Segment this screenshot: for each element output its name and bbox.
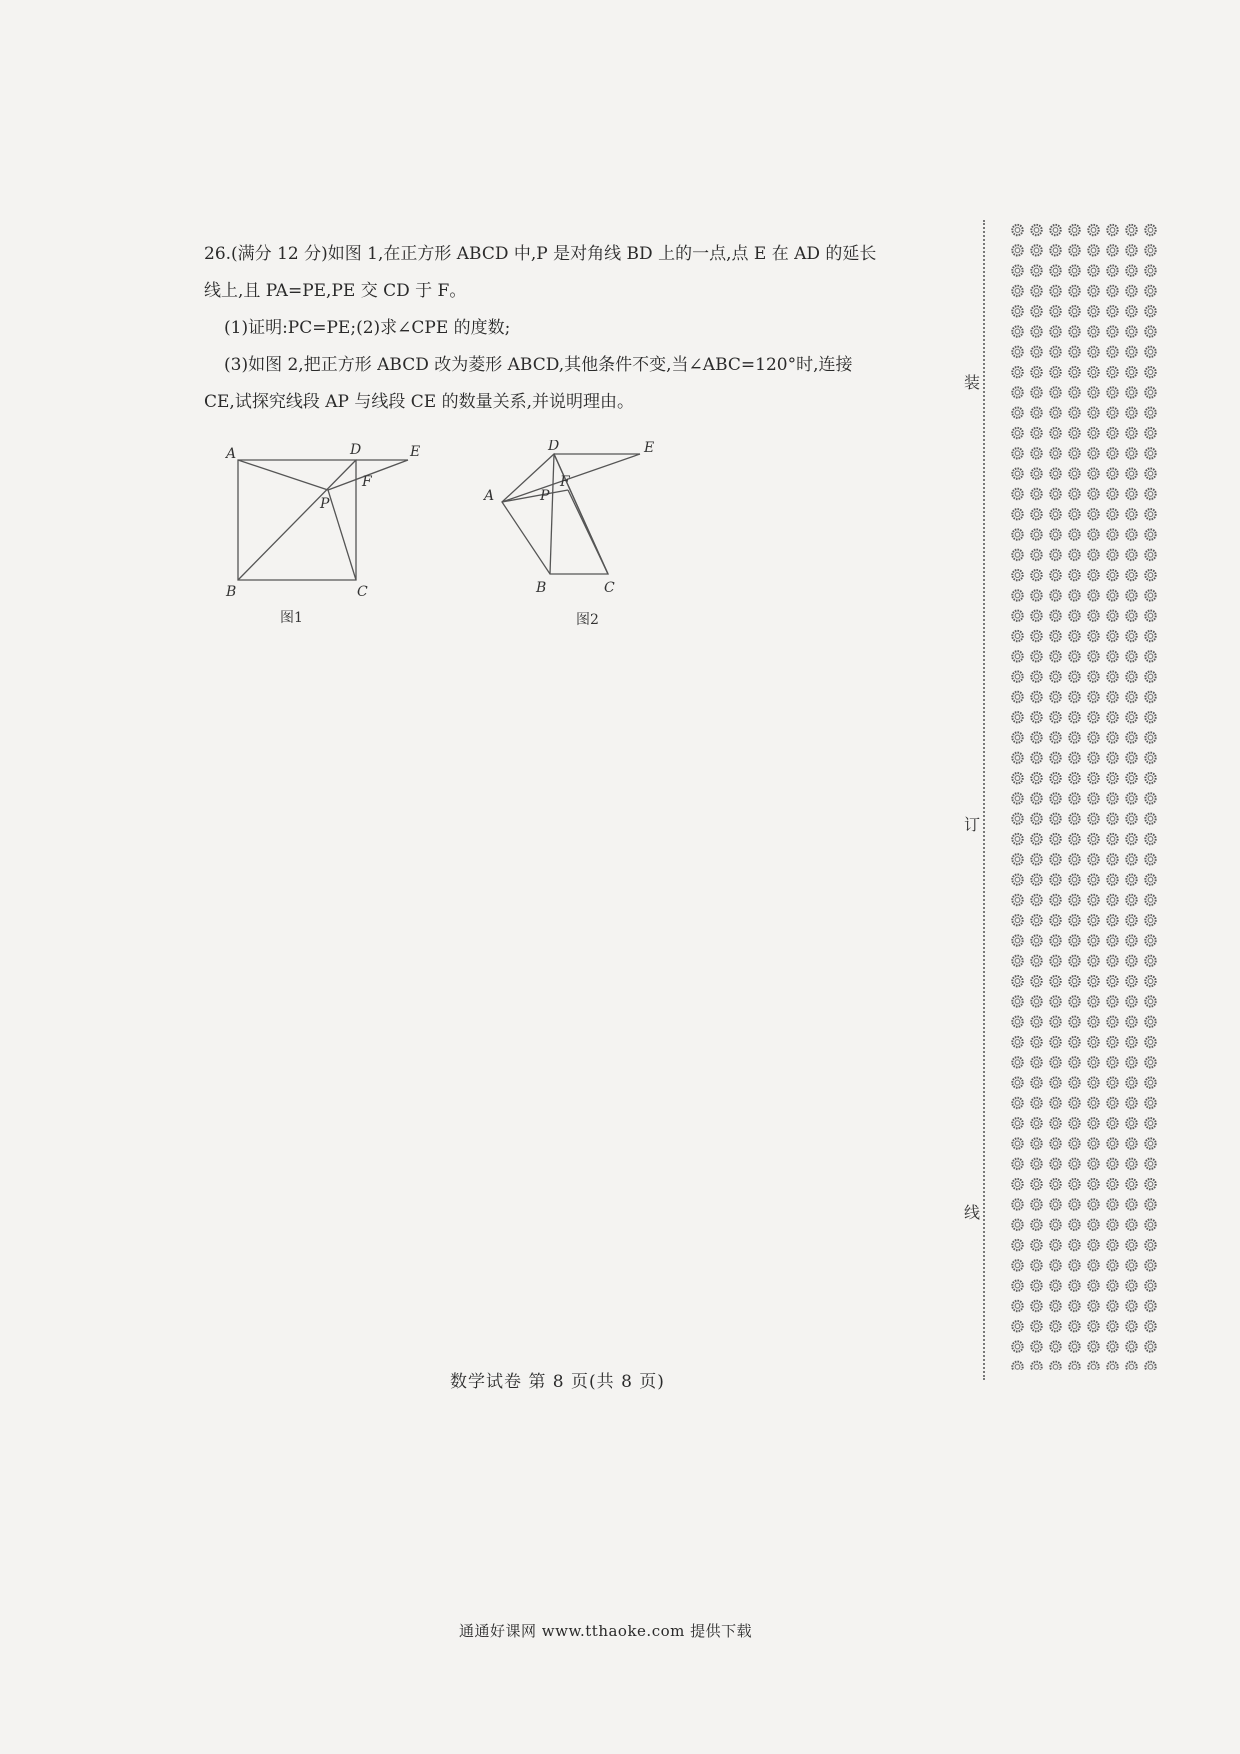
fig1-label-e: E	[410, 444, 421, 460]
figure-2	[502, 454, 640, 574]
problem-part-1-2: (1)证明:PC=PE;(2)求∠CPE 的度数;	[224, 318, 511, 338]
problem-26	[204, 236, 934, 421]
figure-1	[238, 460, 408, 580]
fig1-label-a: A	[226, 446, 237, 462]
fig1-caption: 图1	[280, 610, 303, 626]
binding-label-xian: 线	[964, 1198, 980, 1225]
fig1-label-f: F	[362, 474, 372, 490]
geometry-figures	[220, 440, 740, 640]
decorative-margin-pattern	[1008, 220, 1158, 1370]
problem-line: 26.(满分 12 分)如图 1,在正方形 ABCD 中,P 是对角线 BD 上的一点,点 E 在 AD 的延长	[204, 244, 877, 264]
fig2-label-e: E	[644, 440, 655, 456]
problem-line: 线上,且 PA=PE,PE 交 CD 于 F。	[204, 281, 467, 301]
page-number: 数学试卷 第 8 页(共 8 页)	[450, 1372, 665, 1392]
fig2-label-f: F	[560, 474, 570, 490]
fig1-label-d: D	[350, 442, 362, 458]
binding-label-ding: 订	[964, 810, 980, 837]
binding-label-zhuang: 装	[964, 368, 980, 395]
fig2-label-c: C	[604, 580, 615, 596]
fig2-label-a: A	[484, 488, 495, 504]
fig1-label-c: C	[357, 584, 368, 600]
fig2-label-d: D	[548, 440, 560, 454]
binding-line	[983, 220, 985, 1380]
problem-line: CE,试探究线段 AP 与线段 CE 的数量关系,并说明理由。	[204, 392, 634, 412]
problem-part-3: (3)如图 2,把正方形 ABCD 改为菱形 ABCD,其他条件不变,当∠ABC=120°时,连接	[224, 355, 853, 375]
fig1-label-b: B	[226, 584, 237, 600]
fig2-label-p: P	[540, 488, 550, 504]
fig2-caption: 图2	[576, 612, 599, 628]
site-watermark: 通通好课网 www.tthaoke.com 提供下载	[459, 1622, 753, 1640]
fig2-label-b: B	[536, 580, 547, 596]
fig1-label-p: P	[320, 496, 330, 512]
